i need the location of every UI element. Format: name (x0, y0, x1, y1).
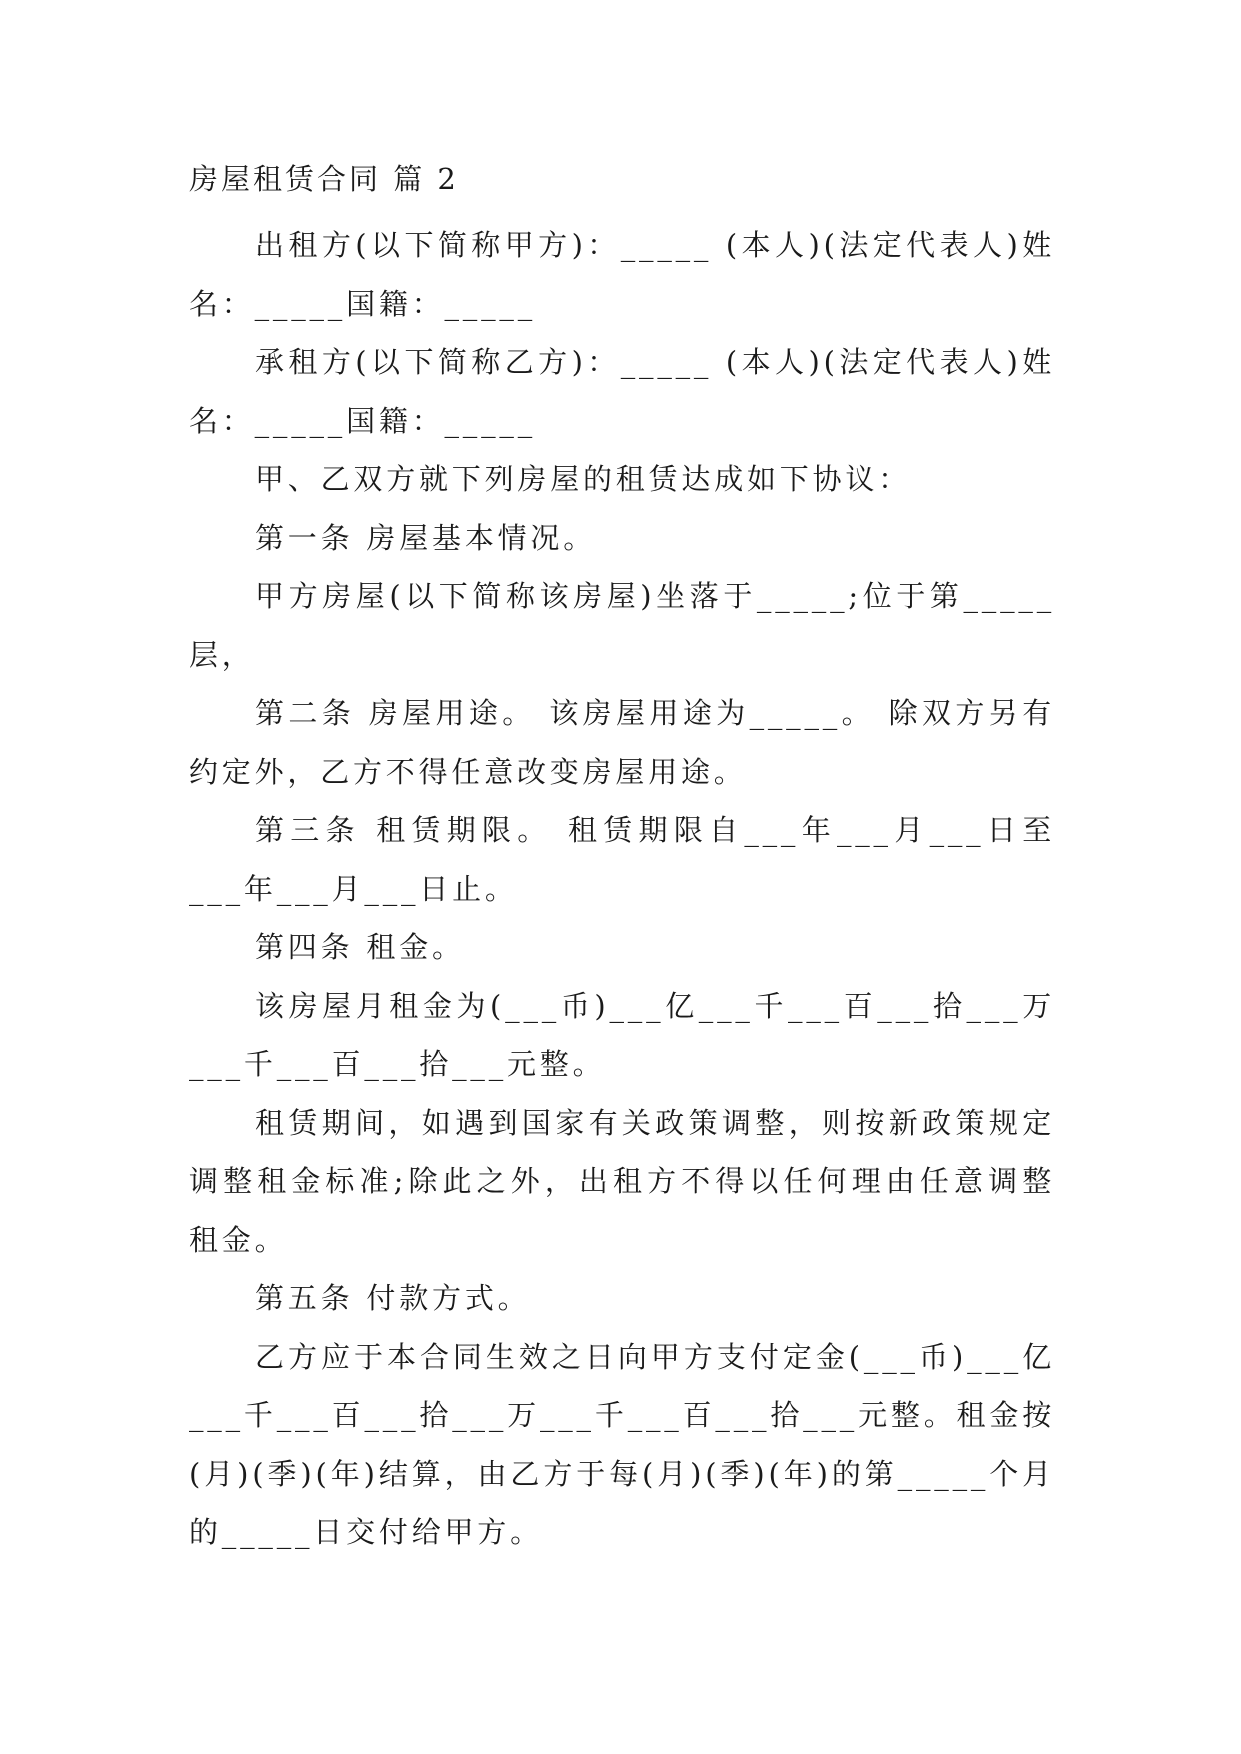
article-5-body: 乙方应于本合同生效之日向甲方支付定金(___币)___亿___千___百___拾___万___千___百___拾___元整。租金按(月)(季)(年)结算，由乙方于每(月)(季)(年)的第_____个月的_____日交付给甲方。 (189, 1339, 1055, 1549)
article-1-heading: 第一条 房屋基本情况。 (255, 520, 597, 555)
clause-agreement-intro: 甲、乙双方就下列房屋的租赁达成如下协议： (255, 462, 912, 496)
article-2-body: 第二条 房屋用途。 该房屋用途为_____。 除双方另有约定外，乙方不得任意改变房屋用途。 (189, 696, 1055, 789)
document-title: 房屋租赁合同 篇 2 (189, 162, 459, 196)
article-5-heading: 第五条 付款方式。 (255, 1281, 531, 1315)
article-3-body: 第三条 租赁期限。 租赁期限自___年___月___日至___年___月___日止。 (189, 813, 1055, 906)
document-page (189, 160, 1055, 1562)
article-4-adjustment: 租赁期间，如遇到国家有关政策调整，则按新政策规定调整租金标准;除此之外，出租方不得以任何理由任意调整租金。 (189, 1105, 1055, 1257)
article-4-heading: 第四条 租金。 (255, 930, 465, 964)
article-1-body: 甲方房屋(以下简称该房屋)坐落于_____;位于第_____层， (189, 579, 1055, 672)
clause-lessor: 出租方(以下简称甲方)：_____ (本人)(法定代表人)姓名：_____国籍：_____ (189, 228, 1055, 321)
clause-lessee: 承租方(以下简称乙方)：_____ (本人)(法定代表人)姓名：_____国籍：_____ (189, 345, 1055, 438)
article-4-rent: 该房屋月租金为(___币)___亿___千___百___拾___万___千___百___拾___元整。 (189, 988, 1055, 1081)
